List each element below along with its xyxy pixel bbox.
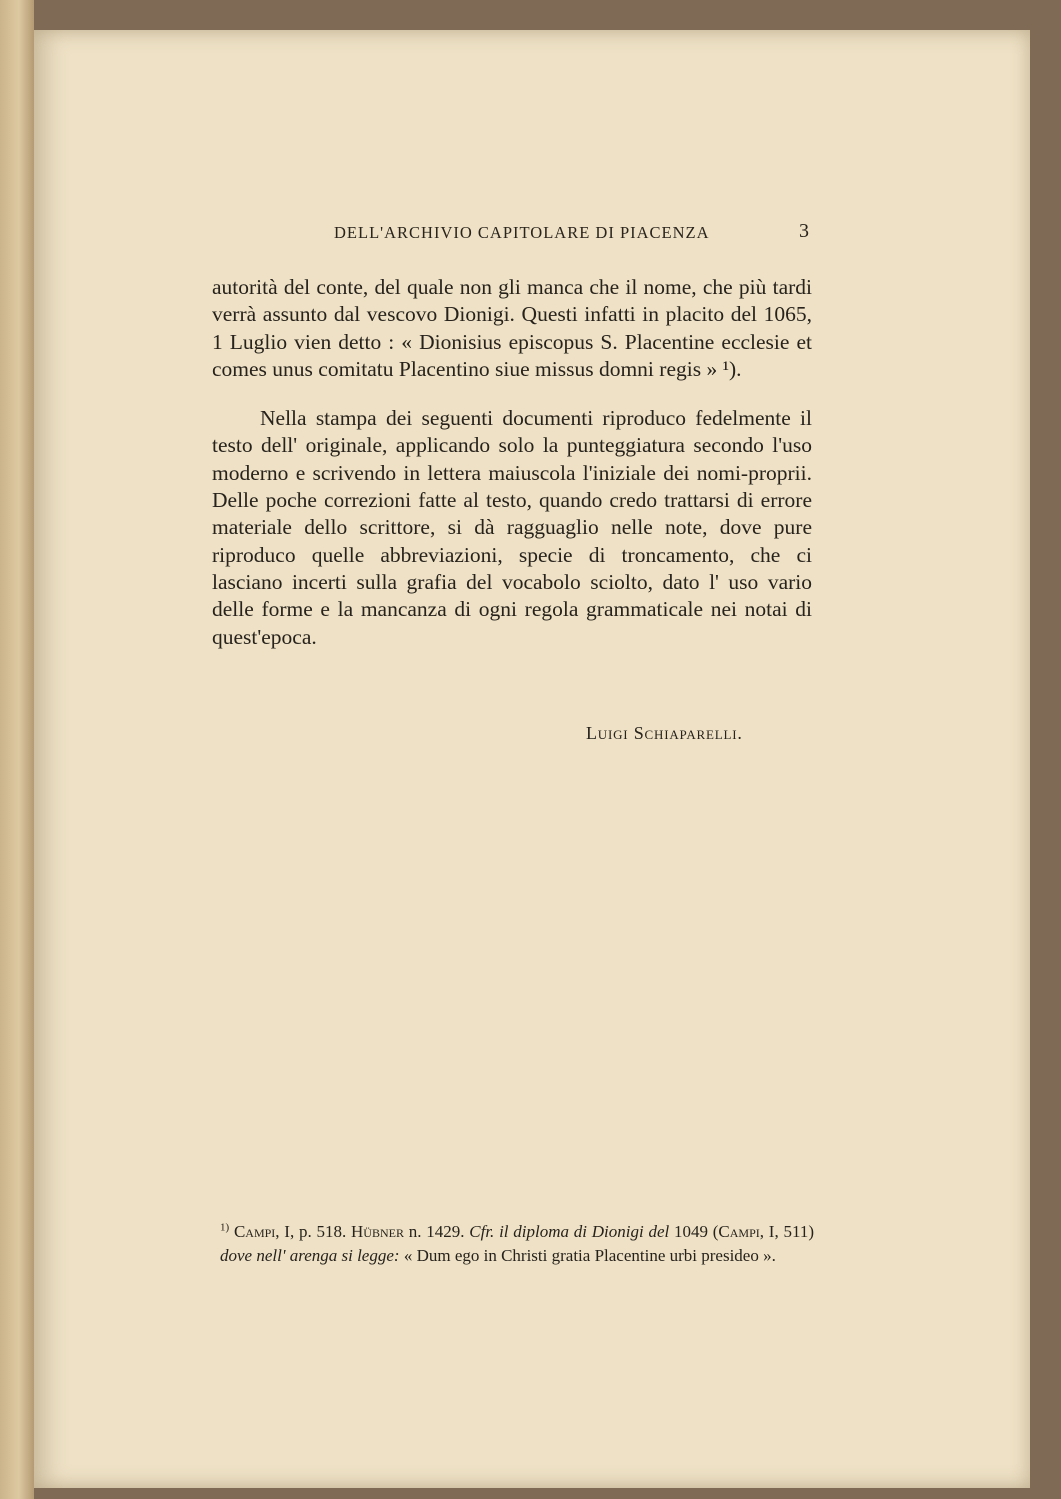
author-signature: Luigi Schiaparelli. [586,723,743,743]
footnote-text-2: , I, p. 518. [275,1222,352,1241]
footnote [220,1220,814,1268]
paragraph-2: Nella stampa dei seguenti documenti riproduco fedelmente il testo dell' originale, applicando solo la punteggiatura secondo l'uso moderno e scrivendo in lettera maiuscola l'iniziale dei nomi-proprii. Delle poche correzioni fatte al testo, quando credo trattarsi di errore materiale dello scrittore, si dà ragguaglio nelle note, dove pure riproduco quelle abbreviazioni, specie di troncamento, che ci lasciano incerti sulla grafia del vocabolo sciolto, dato l' uso vario delle forme e la mancanza di ogni regola grammaticale nei notai di quest'epoca. [212,406,812,649]
footnote-text-9: dove nell' arenga si legge: [220,1246,400,1265]
body-text [212,274,812,651]
footnote-text-5: Cfr. il diploma di Dionigi del [469,1222,670,1241]
footnote-text-6: 1049 ( [669,1222,719,1241]
footnote-text-4: n. 1429. [403,1222,470,1241]
footnote-text-3: Hübner [351,1222,404,1241]
footnote-text-8: , I, 511) [759,1222,814,1241]
footnote-text-7: Campi [718,1222,760,1241]
paragraph-1: autorità del conte, del quale non gli manca che il nome, che più tardi verrà assunto dal vescovo Dionigi. Questi infatti in placito del 1065, 1 Luglio vien detto : « Dionisius episcopus S. Placentine ecclesie et comes unus comitatu Placentino siue missus domni regis » ¹). [212,275,812,381]
footnote-text-10: « Dum ego in Christi gratia Placentine urbi presideo ». [399,1246,776,1265]
book-page [34,30,1030,1488]
left-page-edge [0,0,34,1499]
footnote-marker: 1) [220,1221,230,1234]
footnote-text-1: Campi [233,1222,276,1241]
running-head: DELL'ARCHIVIO CAPITOLARE DI PIACENZA [334,223,710,242]
page-number: 3 [799,220,809,242]
